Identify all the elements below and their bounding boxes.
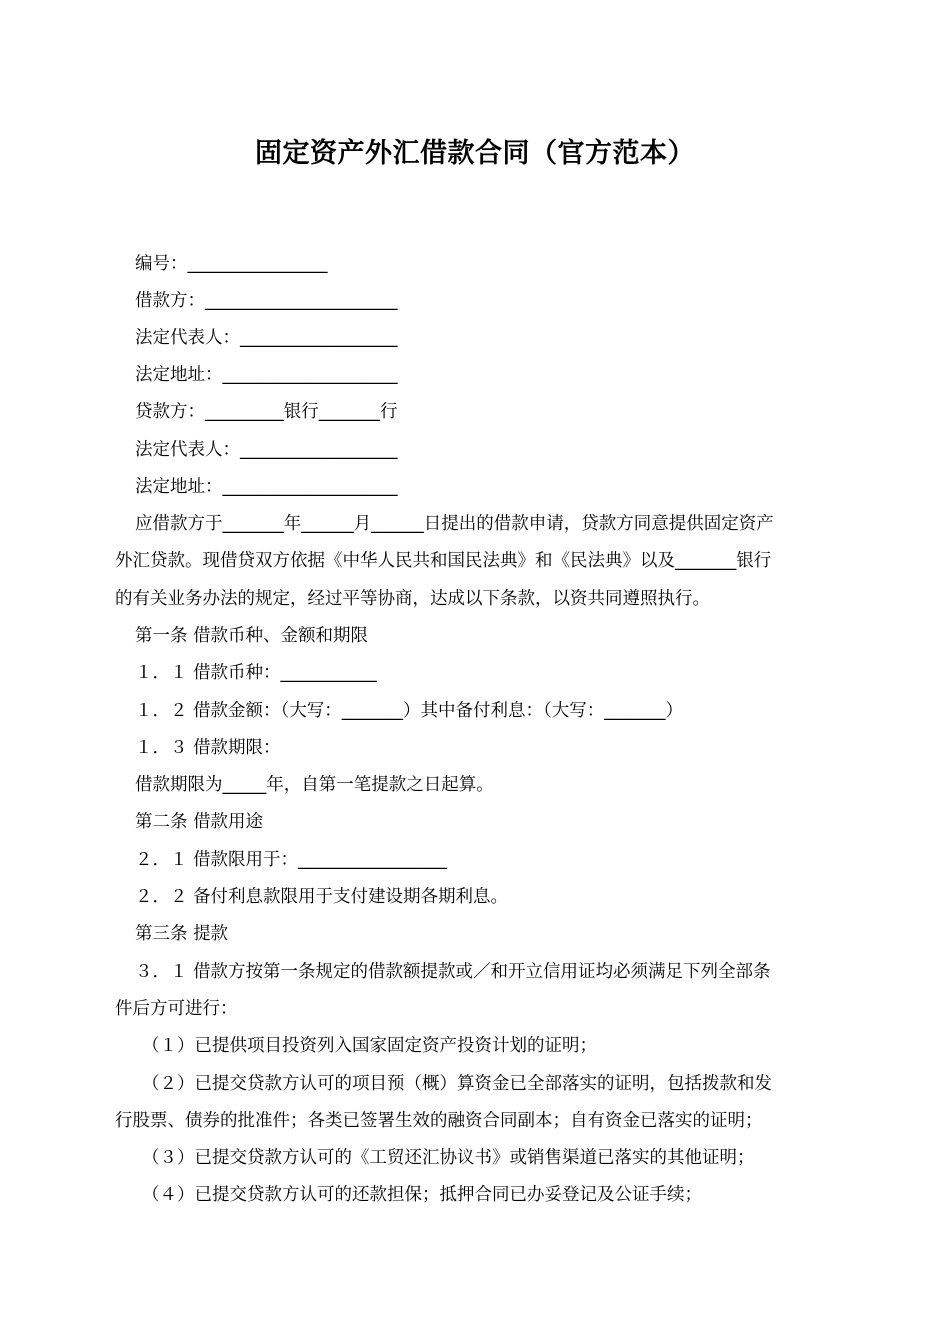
clause-3-1-continued: 件后方可进行： xyxy=(115,999,238,1019)
lender-representative-line: 法定代表人：__________________ xyxy=(135,440,398,460)
condition-1: （１）已提供项目投资列入国家固定资产投资计划的证明； xyxy=(142,1036,597,1056)
clause-3-1: ３．１ 借款方按第一条规定的借款额提款或／和开立信用证均必须满足下列全部条 xyxy=(135,962,771,982)
lender-address-line: 法定地址：____________________ xyxy=(135,477,398,497)
contract-number-line: 编号：________________ xyxy=(135,254,328,274)
preamble-line: 应借款方于_______年______月______日提出的借款申请，贷款方同意提供固定资产 xyxy=(135,514,774,534)
borrower-address-line: 法定地址：____________________ xyxy=(135,365,398,385)
article-3-heading: 第三条 提款 xyxy=(135,924,229,944)
article-1-heading: 第一条 借款币种、金额和期限 xyxy=(135,626,369,646)
clause-1-3: １．３ 借款期限： xyxy=(135,738,281,758)
document-title: 固定资产外汇借款合同（官方范本） xyxy=(255,138,695,169)
preamble-line: 的有关业务办法的规定，经过平等协商，达成以下条款，以资共同遵照执行。 xyxy=(115,589,710,609)
clause-2-1: ２．１ 借款限用于：_________________ xyxy=(135,850,447,870)
borrower-representative-line: 法定代表人：__________________ xyxy=(135,328,398,348)
clause-1-1: １．１ 借款币种：___________ xyxy=(135,663,377,683)
borrower-line: 借款方：______________________ xyxy=(135,291,398,311)
preamble-line: 外汇贷款。现借贷双方依据《中华人民共和国民法典》和《民法典》以及_______银行 xyxy=(115,551,772,571)
condition-2-continued: 行股票、债券的批准件；各类已签署生效的融资合同副本；自有资金已落实的证明； xyxy=(115,1111,763,1131)
loan-term-line: 借款期限为_____年，自第一笔提款之日起算。 xyxy=(135,775,494,795)
clause-1-2: １．２ 借款金额：（大写：_______）其中备付利息：（大写：_______） xyxy=(135,701,684,721)
lender-line: 贷款方：_________银行_______行 xyxy=(135,402,398,422)
article-2-heading: 第二条 借款用途 xyxy=(135,812,264,832)
clause-2-2: ２．２ 备付利息款限用于支付建设期各期利息。 xyxy=(135,887,509,907)
condition-4: （４）已提交贷款方认可的还款担保；抵押合同已办妥登记及公证手续； xyxy=(142,1185,702,1205)
condition-3: （３）已提交贷款方认可的《工贸还汇协议书》或销售渠道已落实的其他证明； xyxy=(142,1148,755,1168)
condition-2: （２）已提交贷款方认可的项目预（概）算资金已全部落实的证明，包括拨款和发 xyxy=(142,1074,772,1094)
